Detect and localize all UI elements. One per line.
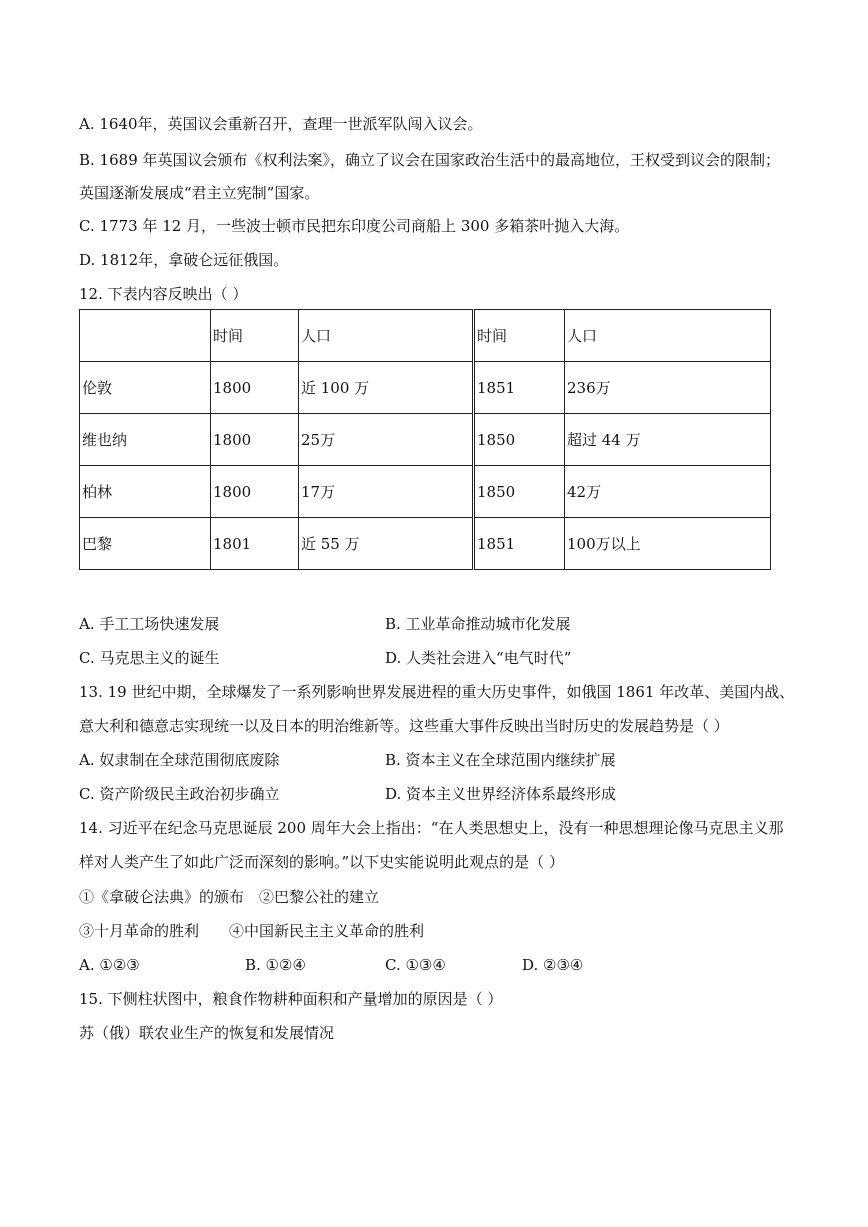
q14-option-b: B. ①②④ — [245, 956, 306, 974]
table-cell: 1800 — [211, 414, 299, 466]
table-cell: 1851 — [474, 518, 565, 570]
table-cell: 17万 — [299, 466, 474, 518]
table-cell: 巴黎 — [80, 518, 211, 570]
table-cell: 近 100 万 — [299, 362, 474, 414]
table-cell: 236万 — [565, 362, 771, 414]
table-header-cell: 人口 — [565, 310, 771, 362]
q11-option-d: D. 1812年，拿破仑远征俄国。 — [79, 251, 289, 269]
table-cell: 柏林 — [80, 466, 211, 518]
q12-stem: 12. 下表内容反映出（ ） — [79, 285, 248, 303]
q14-option-c: C. ①③④ — [385, 956, 446, 974]
q13-stem-line2: 意大利和德意志实现统一以及日本的明治维新等。这些重大事件反映出当时历史的发展趋势是（ ） — [79, 717, 729, 735]
q14-option-d: D. ②③④ — [522, 956, 584, 974]
q13-option-c: C. 资产阶级民主政治初步确立 — [79, 785, 280, 803]
table-cell: 1800 — [211, 466, 299, 518]
table-row — [80, 362, 771, 414]
table-cell: 1850 — [474, 414, 565, 466]
table-cell: 维也纳 — [80, 414, 211, 466]
table-cell: 25万 — [299, 414, 474, 466]
table-header-cell: 时间 — [211, 310, 299, 362]
table-row — [80, 518, 771, 570]
table-cell — [80, 310, 211, 362]
table-cell: 1800 — [211, 362, 299, 414]
table-cell: 42万 — [565, 466, 771, 518]
table-cell: 100万以上 — [565, 518, 771, 570]
table-cell: 1851 — [474, 362, 565, 414]
q15-stem: 15. 下侧柱状图中，粮食作物耕种面积和产量增加的原因是（ ） — [79, 990, 503, 1008]
q14-stem-line2: 样对人类产生了如此广泛而深刻的影响。”以下史实能说明此观点的是（ ） — [79, 853, 564, 871]
q14-stem-line1: 14. 习近平在纪念马克思诞辰 200 周年大会上指出：“在人类思想史上，没有一种思想理论像马克思主义那 — [79, 819, 784, 837]
q12-option-b: B. 工业革命推动城市化发展 — [385, 615, 571, 633]
table-header-cell: 时间 — [474, 310, 565, 362]
q11-option-c: C. 1773 年 12 月，一些波士顿市民把东印度公司商船上 300 多箱茶叶抛入大海。 — [79, 217, 630, 235]
table-header-cell: 人口 — [299, 310, 474, 362]
table-row — [80, 466, 771, 518]
q15-caption: 苏（俄）联农业生产的恢复和发展情况 — [79, 1024, 335, 1042]
q12-option-a: A. 手工工场快速发展 — [79, 615, 220, 633]
q13-option-b: B. 资本主义在全球范围内继续扩展 — [385, 751, 616, 769]
table-header-row — [80, 310, 771, 362]
table-row — [80, 414, 771, 466]
q13-option-d: D. 资本主义世界经济体系最终形成 — [385, 785, 617, 803]
q14-option-a: A. ①②③ — [79, 956, 140, 974]
table-cell: 近 55 万 — [299, 518, 474, 570]
table-cell: 伦敦 — [80, 362, 211, 414]
table-cell: 1801 — [211, 518, 299, 570]
population-table — [79, 309, 771, 570]
q11-option-b-cont: 英国逐渐发展成“君主立宪制”国家。 — [79, 184, 320, 202]
table-cell: 1850 — [474, 466, 565, 518]
q12-option-c: C. 马克思主义的诞生 — [79, 649, 220, 667]
q14-items-line1: ①《拿破仑法典》的颁布 ②巴黎公社的建立 — [79, 888, 380, 906]
q12-option-d: D. 人类社会进入“电气时代” — [385, 649, 572, 667]
q13-stem-line1: 13. 19 世纪中期，全球爆发了一系列影响世界发展进程的重大历史事件，如俄国 1861 年改革、美国内战、 — [79, 683, 795, 701]
q11-option-a: A. 1640年，英国议会重新召开，查理一世派军队闯入议会。 — [79, 115, 483, 133]
q14-items-line2: ③十月革命的胜利 ④中国新民主主义革命的胜利 — [79, 922, 425, 940]
table-cell: 超过 44 万 — [565, 414, 771, 466]
q11-option-b: B. 1689 年英国议会颁布《权利法案》，确立了议会在国家政治生活中的最高地位，王权受到议会的限制； — [79, 151, 781, 169]
q13-option-a: A. 奴隶制在全球范围彻底废除 — [79, 751, 280, 769]
